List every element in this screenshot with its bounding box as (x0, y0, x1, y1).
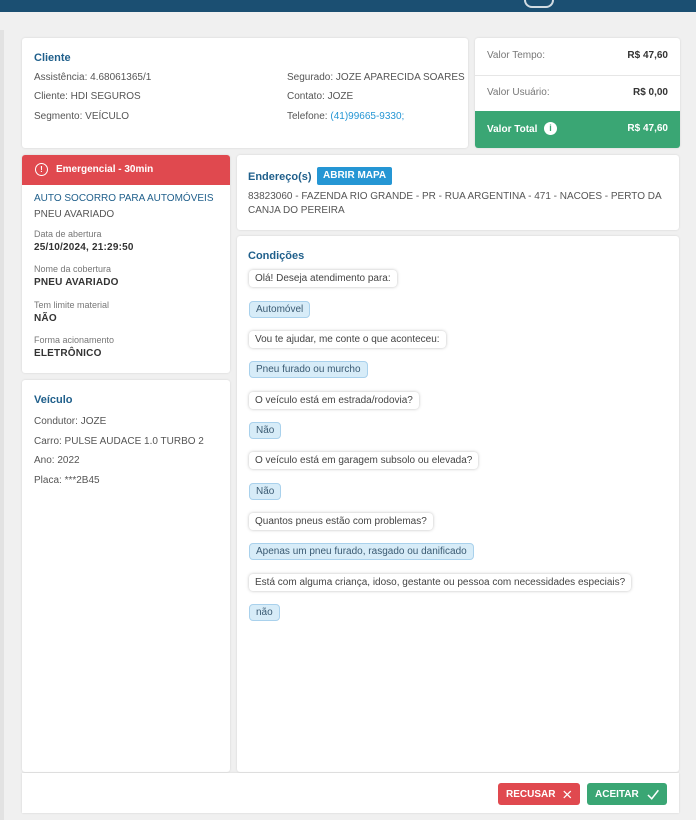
left-rail (0, 30, 4, 820)
telefone-label: Telefone: (287, 111, 331, 122)
close-icon (563, 789, 572, 800)
valor-tempo-value: R$ 47,60 (627, 50, 668, 61)
chat-question: O veículo está em garagem subsolo ou elevada? (249, 452, 478, 469)
valor-usuario-row (475, 75, 680, 113)
info-icon[interactable]: i (544, 122, 557, 135)
chat-question: Olá! Deseja atendimento para: (249, 270, 397, 287)
condicoes-title: Condições (248, 250, 305, 262)
aceitar-label: ACEITAR (595, 788, 639, 800)
chat-question: Quantos pneus estão com problemas? (249, 513, 433, 530)
endereco-title: Endereço(s) (248, 171, 312, 183)
segurado-text: Segurado: JOZE APARECIDA SOARES (287, 72, 465, 83)
servico-title: AUTO SOCORRO PARA AUTOMÓVEIS (34, 193, 214, 204)
valor-tempo-label: Valor Tempo: (487, 50, 545, 61)
footer-bar (22, 773, 679, 813)
chat-answer: Não (249, 483, 281, 500)
emergencial-badge (22, 155, 230, 185)
cobertura-label: Nome da cobertura (34, 264, 112, 274)
condutor-text: Condutor: JOZE (34, 416, 107, 427)
emergencial-text: Emergencial - 30min (56, 164, 154, 175)
assistencia-text: Assistência: 4.68061365/1 (34, 72, 152, 83)
data-abertura-label: Data de abertura (34, 229, 102, 239)
ano-text: Ano: 2022 (34, 455, 80, 466)
chat-answer: Não (249, 422, 281, 439)
data-abertura-value: 25/10/2024, 21:29:50 (34, 242, 134, 253)
telefone-row (287, 111, 404, 122)
endereco-line1: 83823060 - FAZENDA RIO GRANDE - PR - RUA ARGENTINA - 471 - NACOES - PERTO DA (248, 191, 662, 202)
recusar-label: RECUSAR (506, 788, 556, 800)
aceitar-button[interactable] (587, 783, 667, 805)
servico-card (22, 155, 230, 373)
recusar-button[interactable] (498, 783, 580, 805)
valor-tempo-row (475, 38, 680, 76)
limite-value: NÃO (34, 313, 57, 324)
placa-text: Placa: ***2B45 (34, 475, 100, 486)
cliente-text: Cliente: HDI SEGUROS (34, 91, 141, 102)
carro-text: Carro: PULSE AUDACE 1.0 TURBO 2 (34, 436, 204, 447)
limite-label: Tem limite material (34, 300, 110, 310)
contato-text: Contato: JOZE (287, 91, 354, 102)
chat-answer: Pneu furado ou murcho (249, 361, 368, 378)
logo-icon (524, 0, 554, 8)
top-nav-bar (0, 0, 696, 12)
alert-icon: ! (35, 163, 48, 176)
forma-label: Forma acionamento (34, 335, 115, 345)
telefone-link[interactable]: (41)99665-9330; (330, 111, 405, 122)
valor-total-label: Valor Total (487, 124, 538, 135)
valor-usuario-value: R$ 0,00 (632, 87, 668, 98)
chat-question: Vou te ajudar, me conte o que aconteceu: (249, 331, 446, 348)
cliente-card (22, 38, 468, 148)
condicoes-card (237, 236, 679, 772)
cobertura-value: PNEU AVARIADO (34, 277, 119, 288)
forma-value: ELETRÔNICO (34, 348, 102, 359)
servico-subtitle: PNEU AVARIADO (34, 209, 115, 220)
chat-question: Está com alguma criança, idoso, gestante ou pessoa com necessidades especiais? (249, 574, 631, 591)
endereco-line2: CANJA DO PEREIRA (248, 205, 345, 216)
valor-total-value: R$ 47,60 (627, 123, 668, 134)
chat-answer: não (249, 604, 280, 621)
veiculo-card (22, 380, 230, 772)
chat-answer: Apenas um pneu furado, rasgado ou danificado (249, 543, 474, 560)
valores-card (475, 38, 680, 148)
endereco-card (237, 155, 679, 230)
check-icon (647, 789, 659, 800)
valor-total-row (475, 111, 680, 148)
segmento-text: Segmento: VEÍCULO (34, 111, 130, 122)
cliente-title: Cliente (34, 52, 71, 64)
abrir-mapa-button[interactable]: ABRIR MAPA (317, 167, 392, 185)
chat-question: O veículo está em estrada/rodovia? (249, 392, 419, 409)
chat-answer: Automóvel (249, 301, 310, 318)
veiculo-title: Veículo (34, 394, 73, 406)
valor-usuario-label: Valor Usuário: (487, 87, 550, 98)
